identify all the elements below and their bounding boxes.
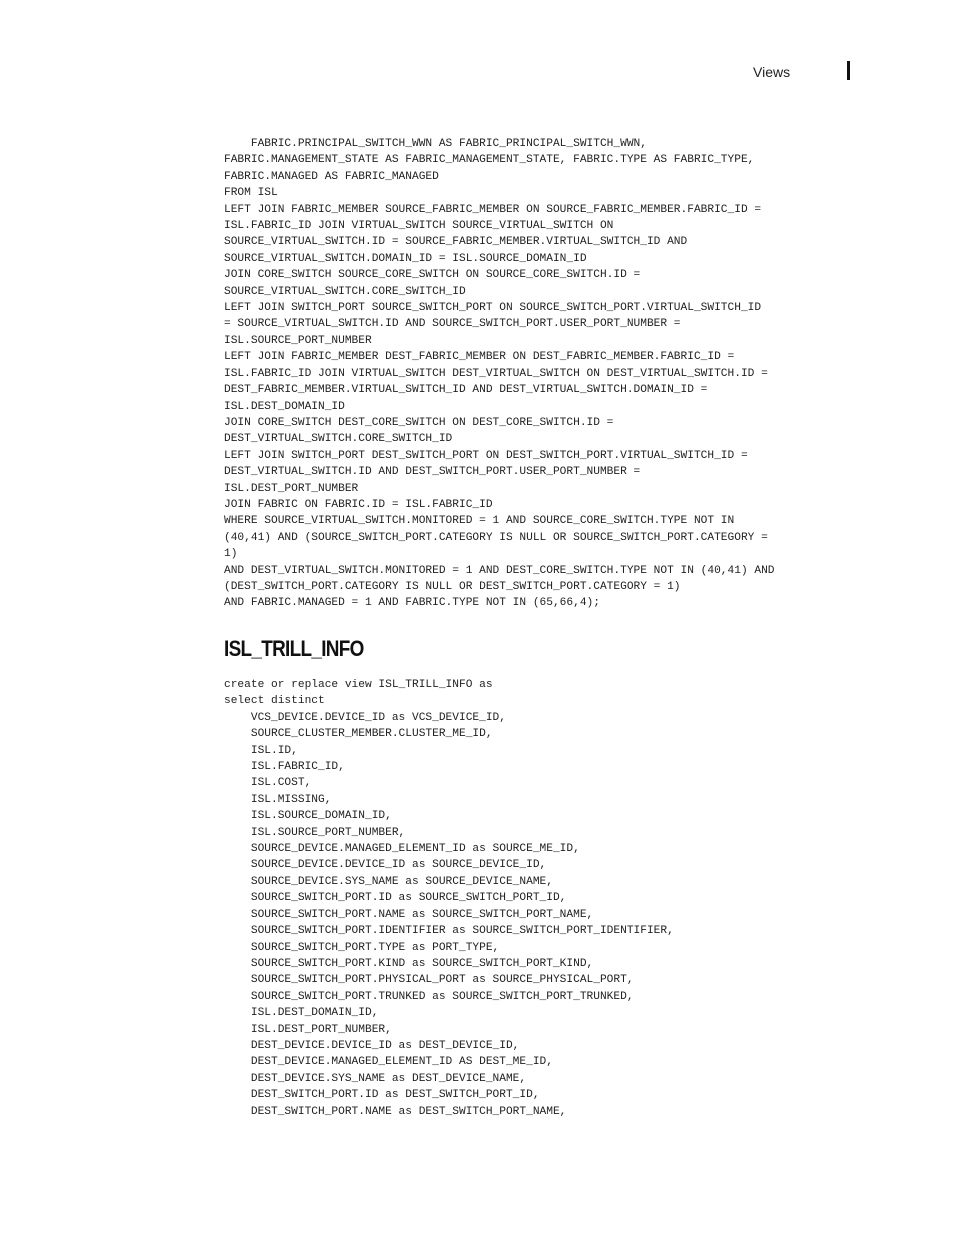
code-line: AND DEST_VIRTUAL_SWITCH.MONITORED = 1 AND DEST_CORE_SWITCH.TYPE NOT IN (40,41) AND — [224, 564, 775, 577]
code-line: JOIN CORE_SWITCH DEST_CORE_SWITCH ON DEST_CORE_SWITCH.ID = — [224, 416, 614, 429]
code-line: JOIN FABRIC ON FABRIC.ID = ISL.FABRIC_ID — [224, 498, 493, 511]
code-line: SOURCE_CLUSTER_MEMBER.CLUSTER_ME_ID, — [224, 728, 493, 741]
code-line: FABRIC.MANAGEMENT_STATE AS FABRIC_MANAGEMENT_STATE, FABRIC.TYPE AS FABRIC_TYPE, — [224, 154, 755, 167]
code-line: = SOURCE_VIRTUAL_SWITCH.ID AND SOURCE_SWITCH_PORT.USER_PORT_NUMBER = — [224, 318, 681, 331]
code-line: FABRIC.PRINCIPAL_SWITCH_WWN AS FABRIC_PRINCIPAL_SWITCH_WWN, — [224, 138, 647, 150]
code-line: LEFT JOIN SWITCH_PORT DEST_SWITCH_PORT ON DEST_SWITCH_PORT.VIRTUAL_SWITCH_ID = — [224, 449, 748, 462]
code-line: DEST_SWITCH_PORT.ID as DEST_SWITCH_PORT_ID, — [224, 1089, 540, 1102]
code-line: SOURCE_VIRTUAL_SWITCH.DOMAIN_ID = ISL.SOURCE_DOMAIN_ID — [224, 252, 587, 265]
sql-code-block-isl-trill-info — [224, 677, 674, 1120]
code-line: SOURCE_SWITCH_PORT.KIND as SOURCE_SWITCH_PORT_KIND, — [224, 957, 594, 970]
code-line: FABRIC.MANAGED AS FABRIC_MANAGED — [224, 170, 439, 183]
code-line: SOURCE_SWITCH_PORT.IDENTIFIER as SOURCE_SWITCH_PORT_IDENTIFIER, — [224, 925, 674, 938]
code-line: ISL.DEST_DOMAIN_ID, — [224, 1007, 379, 1020]
code-line: DEST_VIRTUAL_SWITCH.ID AND DEST_SWITCH_PORT.USER_PORT_NUMBER = — [224, 466, 641, 479]
running-header: Views — [753, 64, 791, 80]
code-line: DEST_FABRIC_MEMBER.VIRTUAL_SWITCH_ID AND DEST_VIRTUAL_SWITCH.DOMAIN_ID = — [224, 384, 708, 397]
code-line: LEFT JOIN FABRIC_MEMBER SOURCE_FABRIC_MEMBER ON SOURCE_FABRIC_MEMBER.FABRIC_ID = — [224, 203, 762, 216]
code-line: ISL.FABRIC_ID JOIN VIRTUAL_SWITCH SOURCE_VIRTUAL_SWITCH ON — [224, 220, 614, 233]
code-line: 1) — [224, 548, 238, 561]
code-line: ISL.DEST_PORT_NUMBER, — [224, 1023, 392, 1036]
code-line: DEST_SWITCH_PORT.NAME as DEST_SWITCH_PORT_NAME, — [224, 1105, 567, 1118]
code-line: SOURCE_DEVICE.MANAGED_ELEMENT_ID as SOURCE_ME_ID, — [224, 843, 580, 856]
code-line: SOURCE_SWITCH_PORT.PHYSICAL_PORT as SOURCE_PHYSICAL_PORT, — [224, 974, 634, 987]
code-line: LEFT JOIN FABRIC_MEMBER DEST_FABRIC_MEMBER ON DEST_FABRIC_MEMBER.FABRIC_ID = — [224, 351, 735, 364]
code-line: ISL.DEST_PORT_NUMBER — [224, 482, 359, 495]
code-line: ISL.SOURCE_DOMAIN_ID, — [224, 810, 392, 823]
code-line: LEFT JOIN SWITCH_PORT SOURCE_SWITCH_PORT ON SOURCE_SWITCH_PORT.VIRTUAL_SWITCH_ID — [224, 302, 762, 315]
code-line: SOURCE_VIRTUAL_SWITCH.ID = SOURCE_FABRIC_MEMBER.VIRTUAL_SWITCH_ID AND — [224, 236, 688, 249]
code-line: select distinct — [224, 695, 325, 708]
code-line: (40,41) AND (SOURCE_SWITCH_PORT.CATEGORY IS NULL OR SOURCE_SWITCH_PORT.CATEGORY = — [224, 531, 768, 544]
code-line: ISL.MISSING, — [224, 793, 332, 806]
code-line: (DEST_SWITCH_PORT.CATEGORY IS NULL OR DEST_SWITCH_PORT.CATEGORY = 1) — [224, 580, 681, 593]
code-line: JOIN CORE_SWITCH SOURCE_CORE_SWITCH ON SOURCE_CORE_SWITCH.ID = — [224, 269, 641, 282]
code-line: SOURCE_SWITCH_PORT.TYPE as PORT_TYPE, — [224, 941, 500, 954]
code-line: ISL.COST, — [224, 777, 312, 790]
code-line: AND FABRIC.MANAGED = 1 AND FABRIC.TYPE NOT IN (65,66,4); — [224, 597, 600, 610]
code-line: SOURCE_SWITCH_PORT.NAME as SOURCE_SWITCH_PORT_NAME, — [224, 908, 594, 921]
code-line: DEST_VIRTUAL_SWITCH.CORE_SWITCH_ID — [224, 433, 453, 446]
code-line: FROM ISL — [224, 187, 278, 200]
code-line: DEST_DEVICE.DEVICE_ID as DEST_DEVICE_ID, — [224, 1039, 520, 1052]
code-line: ISL.SOURCE_PORT_NUMBER, — [224, 826, 406, 839]
code-line: ISL.ID, — [224, 744, 298, 757]
code-line: SOURCE_VIRTUAL_SWITCH.CORE_SWITCH_ID — [224, 285, 466, 298]
code-line: ISL.FABRIC_ID JOIN VIRTUAL_SWITCH DEST_VIRTUAL_SWITCH ON DEST_VIRTUAL_SWITCH.ID = — [224, 367, 768, 380]
code-line: ISL.FABRIC_ID, — [224, 761, 345, 774]
section-title: ISL_TRILL_INFO — [224, 636, 364, 661]
code-line: SOURCE_DEVICE.SYS_NAME as SOURCE_DEVICE_NAME, — [224, 875, 553, 888]
code-line: ISL.SOURCE_PORT_NUMBER — [224, 334, 372, 347]
code-line: create or replace view ISL_TRILL_INFO as — [224, 679, 493, 691]
code-line: VCS_DEVICE.DEVICE_ID as VCS_DEVICE_ID, — [224, 711, 506, 724]
code-line: SOURCE_SWITCH_PORT.ID as SOURCE_SWITCH_PORT_ID, — [224, 892, 567, 905]
code-line: WHERE SOURCE_VIRTUAL_SWITCH.MONITORED = 1 AND SOURCE_CORE_SWITCH.TYPE NOT IN — [224, 515, 735, 528]
header-margin-bar — [847, 61, 850, 80]
code-line: SOURCE_SWITCH_PORT.TRUNKED as SOURCE_SWITCH_PORT_TRUNKED, — [224, 990, 634, 1003]
code-line: DEST_DEVICE.SYS_NAME as DEST_DEVICE_NAME, — [224, 1072, 527, 1085]
code-line: DEST_DEVICE.MANAGED_ELEMENT_ID AS DEST_ME_ID, — [224, 1056, 553, 1069]
sql-code-block-top — [224, 136, 775, 612]
code-line: ISL.DEST_DOMAIN_ID — [224, 400, 345, 413]
code-line: SOURCE_DEVICE.DEVICE_ID as SOURCE_DEVICE_ID, — [224, 859, 547, 872]
